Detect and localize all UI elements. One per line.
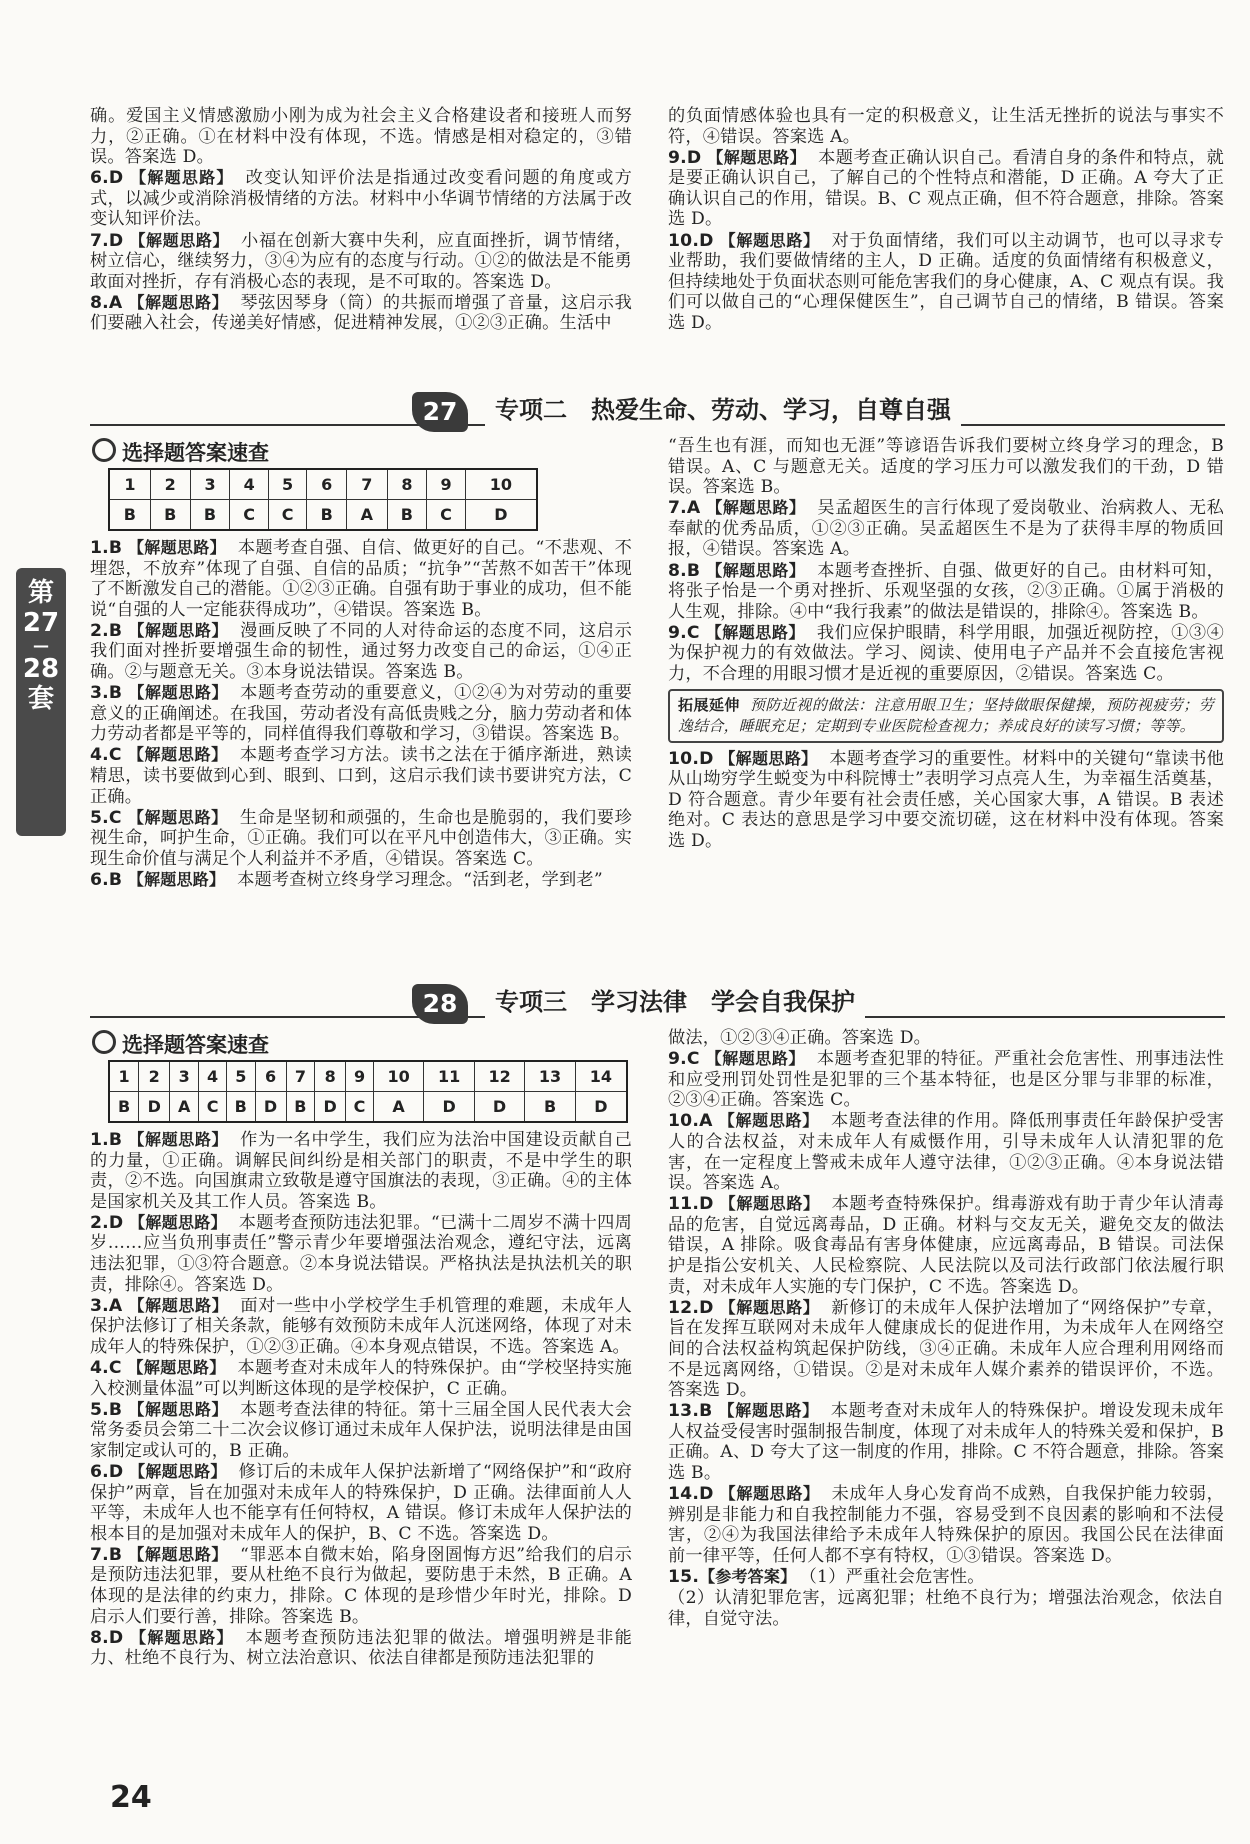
answer-text: 做法，①②③④正确。答案选 D。 <box>668 1028 932 1048</box>
answer-text: （2）认清犯罪危害，远离犯罪；杜绝不良行为；增强法治观念，依法自律，自觉守法。 <box>668 1588 1224 1629</box>
answer-text: 本题考查对未成年人的特殊保护。由“学校坚持实施入校测量体温”可以判断这体现的是学校保护，C 正确。 <box>90 1358 633 1399</box>
answer-cell: D <box>474 1092 524 1123</box>
question-number: 7. <box>668 498 687 519</box>
question-number: 5. <box>90 807 109 828</box>
answer-paragraph <box>90 683 632 745</box>
answer-cell: A <box>347 500 387 531</box>
answer-text: 本题考查树立终身学习理念。“活到老，学到老” <box>237 870 603 890</box>
question-number: 7. <box>90 1544 109 1565</box>
question-number: 6. <box>90 870 109 890</box>
answer-paragraph <box>668 1049 1224 1111</box>
answer-letter: D <box>699 1297 714 1318</box>
answer-paragraph <box>90 1130 632 1212</box>
question-number: 2. <box>90 1212 109 1233</box>
answer-cell: B <box>307 500 347 531</box>
answer-letter: B <box>699 1401 713 1422</box>
question-number: 8. <box>90 1627 109 1648</box>
answer-cell: C <box>268 500 306 531</box>
question-number-cell: 8 <box>315 1061 346 1092</box>
answer-letter: B <box>686 560 701 581</box>
answer-text: “吾生也有涯，而知也无涯”等谚语告诉我们要树立终身学习的理念，B 错误。A、C 与题意无关。适度的学习压力可以激发我们的干劲，D 错误。答案选 B。 <box>668 436 1224 498</box>
answer-text: 本题考查学习方法。读书之法在于循序渐进，熟读精思，读书要做到心到、眼到、口到，这启示我们读书要讲究方法，C 正确。 <box>90 745 632 807</box>
question-number: 15. <box>668 1566 700 1587</box>
side-tab-text-4: 28 <box>22 654 60 684</box>
answer-paragraph <box>668 148 1224 230</box>
answer-text: 本题考查学习的重要性。材料中的关键句“靠读书他从山坳穷学生蜕变为中科院博士”表明学习点亮人生，为幸福生活奠基，D 符合题意。青少年要有社会责任感，关心国家大事，A 错误。B 表述绝对。C 表达的意思是学习中要交流切磋，这在材料中没有体现。答案选 D。 <box>668 748 1224 851</box>
answer-letter: C <box>108 745 122 766</box>
answer-letter: B <box>108 683 123 704</box>
answer-letter: B <box>108 620 123 641</box>
answer-text: 新修订的未成年人保护法增加了“网络保护”专章，旨在发挥互联网对未成年人健康成长的促进作用，为未成年人在网络空间的合法权益构筑起保护防线，③④正确。未成年人应合理利用网络而不是远离网络，①错误。②是对未成年人媒介素养的错误评价，不选。答案选 D。 <box>668 1297 1224 1401</box>
top-right-column <box>668 106 1224 334</box>
answer-paragraph <box>668 436 1224 498</box>
side-tab-text-5: 套 <box>27 684 54 714</box>
solution-tag: 【解题思路】 <box>128 683 229 703</box>
answer-text: （1）严重社会危害性。 <box>808 1566 985 1587</box>
question-number-cell: 2 <box>150 469 190 500</box>
answer-text: 小福在创新大赛中失利，应直面挫折，调节情绪，树立信心，继续努力，③④为应有的态度与行动。①②的做法是不能勇敢面对挫折，存有消极心态的表现，是不可取的。答案选 D。 <box>90 230 632 292</box>
answer-paragraph <box>90 106 632 168</box>
solution-tag: 【解题思路】 <box>128 1130 229 1149</box>
answer-text: 生命是坚韧和顽强的，生命也是脆弱的，我们要珍视生命，呵护生命，①正确。我们可以在平凡中创造伟大，③正确。实现生命价值与满足个人利益并不矛盾，④错误。答案选 C。 <box>90 807 632 869</box>
answer-text: 本题考查法律的特征。第十三届全国人民代表大会常务委员会第二十二次会议修订通过未成年人保护法，说明法律是由国家制定或认可的，B 正确。 <box>90 1399 632 1461</box>
top-left-column <box>90 106 632 335</box>
answer-paragraph <box>668 749 1224 852</box>
answer-text: 本题考查对未成年人的特殊保护。增设发现未成年人权益受侵害时强制报告制度，体现了对未成年人的特殊关爱和保护，B 正确。A、D 夸大了这一制度的作用，排除。C 不符合题意，排除。答案选 B。 <box>668 1401 1224 1483</box>
solution-tag: 【解题思路】 <box>707 147 807 167</box>
answer-letter: D <box>108 1212 124 1233</box>
solution-tag: 【解题思路】 <box>705 622 805 642</box>
question-number: 10. <box>668 1111 700 1132</box>
answer-letter: D <box>108 1462 124 1482</box>
question-number-cell: 3 <box>170 1061 199 1092</box>
answer-text: 作为一名中学生，我们应为法治中国建设贡献自己的力量，①正确。调解民间纠纷是相关部门的职责，不是中学生的职责，②不选。向国旗肃立致敬是遵守国旗法的表现，③正确。④的主体是国家机关及其工作人员。答案选 B。 <box>90 1130 632 1212</box>
page-number: 24 <box>110 1780 152 1815</box>
answer-text: 改变认知评价法是指通过改变看问题的角度或方式，以减少或消除消极情绪的方法。材料中小华调节情绪的方法属于改变认知评价法。 <box>90 168 632 230</box>
question-number: 4. <box>90 745 109 766</box>
answer-paragraph <box>90 168 632 230</box>
solution-tag: 【解题思路】 <box>706 560 806 580</box>
section-28-title: 专项三 学习法律 学会自我保护 <box>485 984 865 1020</box>
section-27-banner <box>90 392 1225 436</box>
answer-paragraph <box>90 231 632 293</box>
solution-tag: 【解题思路】 <box>127 807 228 827</box>
answer-letter: B <box>108 1399 123 1420</box>
answer-text: 面对一些中小学校学生手机管理的难题，未成年人保护法修订了相关条款，能够有效预防未成年人沉迷网络，体现了对未成年人的特殊保护，①②③正确。④本身观点错误，不选。答案选 A。 <box>90 1295 632 1357</box>
answer-letter: D <box>699 1484 714 1505</box>
answer-cell: D <box>139 1092 170 1123</box>
answer-text: 本题考查自强、自信、做更好的自己。“不悲观、不埋怨，不放弃”体现了自强、自信的品质；“抗争”“苦熬不如苦干”体现了不断激发自己的潜能。①②③正确。自强有助于事业的成功，但不能说“自强的人一定能获得成功”，④错误。答案选 B。 <box>90 538 632 620</box>
answer-paragraph <box>90 621 632 683</box>
answer-paragraph <box>90 293 632 334</box>
solution-tag: 【解题思路】 <box>128 620 229 640</box>
side-tab <box>16 568 66 836</box>
solution-tag: 【解题思路】 <box>128 292 229 312</box>
answer-cell: C <box>199 1092 227 1123</box>
answer-letter: A <box>108 1295 123 1316</box>
question-number-cell: 2 <box>139 1061 170 1092</box>
question-number: 13. <box>668 1401 700 1422</box>
magnifier-icon <box>92 438 116 462</box>
solution-tag: 【解题思路】 <box>719 1297 820 1317</box>
answer-paragraph <box>90 745 632 807</box>
section-28-answer-table <box>108 1060 628 1123</box>
question-number: 6. <box>90 1462 109 1482</box>
extension-box <box>668 689 1224 743</box>
section-27-badge: 27 <box>412 392 468 432</box>
answer-table-answer-row <box>109 500 537 531</box>
section-28-left-column <box>90 1130 632 1669</box>
answer-text: 未成年人身心发育尚不成熟，自我保护能力较弱，辨别是非能力和自我控制能力不强，容易受到不良因素的影响和不法侵害，②④为我国法律给予未成年人特殊保护的原因。我国公民在法律面前一律平等，任何人都不享有特权，①③错误。答案选 D。 <box>668 1484 1224 1566</box>
solution-tag: 【解题思路】 <box>128 1544 228 1564</box>
question-number: 10. <box>668 230 700 251</box>
section-28-right-column <box>668 1028 1224 1630</box>
solution-tag: 【解题思路】 <box>127 538 226 557</box>
answer-letter: D <box>699 1194 714 1215</box>
answer-paragraph <box>90 1400 632 1462</box>
question-number: 5. <box>90 1399 109 1420</box>
question-number-cell: 11 <box>424 1061 474 1092</box>
answer-letter: D <box>108 1627 124 1648</box>
question-number: 3. <box>90 683 109 704</box>
section-27-answer-table <box>108 468 538 531</box>
solution-tag: 【参考答案】 <box>699 1566 797 1586</box>
solution-tag: 【解题思路】 <box>706 498 806 518</box>
question-number-cell: 7 <box>286 1061 315 1092</box>
answer-text: 的负面情感体验也具有一定的积极意义，让生活无挫折的说法与事实不符，④错误。答案选 A。 <box>668 106 1224 147</box>
answer-letter: B <box>108 1544 123 1565</box>
side-tab-text-2: 27 <box>22 608 60 638</box>
answer-cell: B <box>190 500 230 531</box>
answer-paragraph <box>668 231 1224 334</box>
answer-paragraph <box>90 1358 632 1399</box>
answer-text: 对于负面情绪，我们可以主动调节，也可以寻求专业帮助，我们要做情绪的主人，D 正确。适度的负面情绪有积极意义，但持续地处于负面状态则可能危害我们的身心健康，A、C 观点有误。我们可以做自己的“心理保健医生”，自己调节自己的情绪，B 错误。答案选 D。 <box>668 230 1224 333</box>
answer-letter: C <box>108 1358 122 1379</box>
question-number-cell: 13 <box>525 1061 575 1092</box>
answer-letter: D <box>108 168 124 189</box>
answer-cell: B <box>109 500 150 531</box>
question-number-cell: 8 <box>387 469 427 500</box>
solution-tag: 【解题思路】 <box>718 1401 819 1421</box>
answer-cell: A <box>170 1092 199 1123</box>
question-number-cell: 9 <box>427 469 465 500</box>
answer-cell: B <box>109 1092 139 1123</box>
answer-cell: B <box>525 1092 575 1123</box>
answer-paragraph <box>668 1028 1224 1049</box>
solution-tag: 【解题思路】 <box>719 1194 820 1214</box>
answer-text: 漫画反映了不同的人对待命运的态度不同，这启示我们面对挫折要增强生命的韧性，通过努力改变自己的命运，①④正确。②与题意无关。③本身说法错误。答案选 B。 <box>90 620 632 683</box>
solution-tag: 【解题思路】 <box>130 168 234 188</box>
answer-paragraph <box>90 1545 632 1627</box>
question-number-cell: 1 <box>109 469 150 500</box>
question-number-cell: 7 <box>347 469 387 500</box>
answer-paragraph <box>90 1628 632 1669</box>
question-number: 8. <box>668 560 687 581</box>
solution-tag: 【解题思路】 <box>705 1049 805 1069</box>
question-number: 3. <box>90 1295 109 1316</box>
question-number-cell: 9 <box>346 1061 374 1092</box>
question-number: 14. <box>668 1484 700 1505</box>
section-28-badge: 28 <box>412 984 468 1024</box>
question-number: 7. <box>90 230 109 251</box>
answer-cell: D <box>424 1092 474 1123</box>
answer-paragraph <box>668 1298 1224 1401</box>
question-number: 12. <box>668 1297 700 1318</box>
answer-text: 本题考查预防违法犯罪的做法。增强明辨是非能力、杜绝不良行为、树立法治意识、依法自律都是预防违法犯罪的 <box>90 1627 632 1669</box>
answer-text: 吴孟超医生的言行体现了爱岗敬业、治病救人、无私奉献的优秀品质，①②③正确。吴孟超医生不是为了获得丰厚的物质回报，④错误。答案选 A。 <box>668 498 1224 560</box>
answer-cell: B <box>226 1092 255 1123</box>
question-number: 9. <box>668 622 687 643</box>
answer-letter: C <box>108 807 122 828</box>
answer-letter: D <box>699 230 714 251</box>
answer-paragraph <box>668 1567 1224 1588</box>
question-number-cell: 6 <box>307 469 347 500</box>
question-number-cell: 14 <box>575 1061 627 1092</box>
answer-paragraph <box>668 106 1224 147</box>
answer-text: 本题考查特殊保护。缉毒游戏有助于青少年认清毒品的危害，自觉远离毒品，D 正确。材料与交友无关，避免交友的做法错误，A 排除。吸食毒品有害身体健康，应远离毒品，B 错误。司法保护是指公安机关、人民检察院、人民法院以及司法行政部门依法履行职责，对未成年人实施的专门保护，C 不选。答案选 D。 <box>668 1194 1224 1297</box>
side-tab-text-1: 第 <box>27 578 54 608</box>
section-28-banner <box>90 984 1225 1028</box>
magnifier-icon <box>92 1030 116 1054</box>
answer-cell: C <box>427 500 465 531</box>
solution-tag: 【解题思路】 <box>129 1212 227 1232</box>
question-number-cell: 4 <box>230 469 268 500</box>
answer-cell: D <box>315 1092 346 1123</box>
solution-tag: 【解题思路】 <box>719 748 818 768</box>
question-number: 9. <box>668 147 687 168</box>
answer-text: 本题考查预防违法犯罪。“已满十二周岁不满十四周岁……应当负刑事责任”警示青少年要增强法治观念，遵纪守法，远离违法犯罪，①③符合题意。②本身说法错误。严格执法是执法机关的职责，排除④。答案选 D。 <box>90 1212 633 1295</box>
question-number-cell: 10 <box>465 469 537 500</box>
answer-letter: D <box>108 230 124 251</box>
question-number: 2. <box>90 620 109 641</box>
section-27-quick-title: 选择题答案速查 <box>92 436 269 466</box>
question-number: 10. <box>668 748 700 769</box>
solution-tag: 【解题思路】 <box>128 1399 229 1419</box>
question-number: 9. <box>668 1049 687 1070</box>
solution-tag: 【解题思路】 <box>127 1358 226 1378</box>
answer-paragraph <box>668 1588 1224 1629</box>
answer-paragraph <box>668 1401 1224 1483</box>
answer-paragraph <box>90 1296 632 1358</box>
answer-paragraph <box>668 498 1224 560</box>
answer-paragraph <box>90 870 632 891</box>
answer-text: 修订后的未成年人保护法新增了“网络保护”和“政府保护”两章，旨在加强对未成年人的特殊保护，D 正确。法律面前人人平等，未成年人也不能享有任何特权，A 错误。修订未成年人保护法的根本目的是加强对未成年人的保护，B、C 不选。答案选 D。 <box>90 1462 632 1544</box>
answer-cell: B <box>150 500 190 531</box>
answer-cell: D <box>575 1092 627 1123</box>
answer-text: 琴弦因琴身（筒）的共振而增强了音量，这启示我们要融入社会，传递美好情感，促进精神发展，①②③正确。生活中 <box>90 292 632 334</box>
answer-text: 本题考查挫折、自强、做更好的自己。由材料可知，将张子怡是一个勇对挫折、乐观坚强的女孩，②③正确。①属于消极的人生观，排除。④中“我行我素”的做法是错误的，排除④。答案选 B。 <box>668 560 1224 622</box>
answer-cell: B <box>286 1092 315 1123</box>
answer-paragraph <box>90 1213 632 1295</box>
answer-cell: B <box>387 500 427 531</box>
solution-tag: 【解题思路】 <box>719 230 820 250</box>
answer-letter: C <box>686 622 700 643</box>
question-number-cell: 3 <box>190 469 230 500</box>
answer-paragraph <box>668 623 1224 685</box>
section-27-right-column <box>668 436 1224 852</box>
solution-tag: 【解题思路】 <box>718 1111 819 1131</box>
answer-letter: A <box>686 498 701 519</box>
answer-paragraph <box>90 1462 632 1544</box>
answer-cell: A <box>373 1092 423 1123</box>
answer-text: 本题考查犯罪的特征。严重社会危害性、刑事违法性和应受刑罚处罚性是犯罪的三个基本特征，也是区分罪与非罪的标准，②③④正确。答案选 C。 <box>668 1049 1225 1111</box>
answer-cell: C <box>346 1092 374 1123</box>
solution-tag: 【解题思路】 <box>129 230 230 250</box>
answer-text: 确。爱国主义情感激励小刚为成为社会主义合格建设者和接班人而努力，②正确。①在材料中没有体现，不选。情感是相对稳定的，③错误。答案选 D。 <box>90 106 632 168</box>
answer-paragraph <box>90 808 632 870</box>
answer-table-number-row <box>109 469 537 500</box>
answer-letter: D <box>699 748 714 769</box>
section-27-title: 专项二 热爱生命、劳动、学习，自尊自强 <box>485 392 961 428</box>
answer-letter: B <box>108 1130 123 1150</box>
side-tab-text-3: — <box>33 636 49 655</box>
question-number-cell: 5 <box>226 1061 255 1092</box>
solution-tag: 【解题思路】 <box>129 1462 227 1481</box>
answer-text: 本题考查劳动的重要意义，①②④为对劳动的重要意义的正确阐述。在我国，劳动者没有高低贵贱之分，脑力劳动者和体力劳动者都是平等的，同样值得我们尊敬和学习，③错误。答案选 B。 <box>90 683 632 745</box>
section-27-left-column <box>90 538 632 891</box>
extension-text: 预防近视的做法：注意用眼卫生；坚持做眼保健操，预防视疲劳；劳逸结合，睡眠充足；定期到专业医院检查视力；养成良好的读写习惯；等等。 <box>678 695 1214 735</box>
question-number: 8. <box>90 292 109 313</box>
answer-table-answer-row <box>109 1092 627 1123</box>
question-number-cell: 6 <box>255 1061 286 1092</box>
question-number-cell: 4 <box>199 1061 227 1092</box>
question-number: 1. <box>90 538 109 558</box>
answer-text: 我们应保护眼睛，科学用眼，加强近视防控，①③④为保护视力的有效做法。学习、阅读、使用电子产品并不会直接危害视力，不合理的用眼习惯才是近视的重要原因，②错误。答案选 C。 <box>668 622 1225 685</box>
answer-text: 本题考查法律的作用。降低刑事责任年龄保护受害人的合法权益，对未成年人有威慑作用，引导未成年人认清犯罪的危害，在一定程度上警戒未成年人遵守法律，①②③正确。④本身说法错误。答案选 A。 <box>668 1111 1225 1194</box>
solution-tag: 【解题思路】 <box>127 745 228 765</box>
question-number-cell: 12 <box>474 1061 524 1092</box>
answer-cell: D <box>255 1092 286 1123</box>
question-number-cell: 10 <box>373 1061 423 1092</box>
answer-letter: A <box>108 292 123 313</box>
question-number: 6. <box>90 168 109 189</box>
solution-tag: 【解题思路】 <box>719 1484 820 1504</box>
answer-paragraph <box>668 561 1224 623</box>
solution-tag: 【解题思路】 <box>130 1627 234 1647</box>
solution-tag: 【解题思路】 <box>127 870 226 889</box>
question-number: 11. <box>668 1194 700 1215</box>
question-number: 4. <box>90 1358 109 1379</box>
answer-table-number-row <box>109 1061 627 1092</box>
section-28-quick-title: 选择题答案速查 <box>92 1028 269 1058</box>
answer-letter: D <box>686 147 702 168</box>
answer-letter: A <box>699 1111 713 1132</box>
extension-tag: 拓展延伸 <box>678 695 740 714</box>
question-number: 1. <box>90 1130 109 1150</box>
answer-letter: B <box>108 538 123 558</box>
answer-letter: B <box>108 870 123 890</box>
answer-paragraph <box>668 1111 1224 1193</box>
question-number-cell: 5 <box>268 469 306 500</box>
answer-text: 本题考查正确认识自己。看清自身的条件和特点，就是要正确认识自己，了解自己的个性特点和潜能，D 正确。A 夸大了正确认识自己的作用，错误。B、C 观点正确，但不符合题意，排除。答案选 D。 <box>668 147 1224 230</box>
answer-cell: D <box>465 500 537 531</box>
answer-letter: C <box>686 1049 700 1070</box>
answer-paragraph <box>668 1484 1224 1566</box>
answer-paragraph <box>668 1194 1224 1297</box>
answer-cell: C <box>230 500 268 531</box>
answer-text: “罪恶本自微末始，陷身囹圄悔方迟”给我们的启示是预防违法犯罪，要从杜绝不良行为做起，要防患于未然，B 正确。A 体现的是法律的约束力，排除。C 体现的是珍惜少年时光，排除。D 启示人们要行善，排除。答案选 B。 <box>90 1544 632 1627</box>
solution-tag: 【解题思路】 <box>128 1295 229 1315</box>
question-number-cell: 1 <box>109 1061 139 1092</box>
answer-paragraph <box>90 538 632 620</box>
